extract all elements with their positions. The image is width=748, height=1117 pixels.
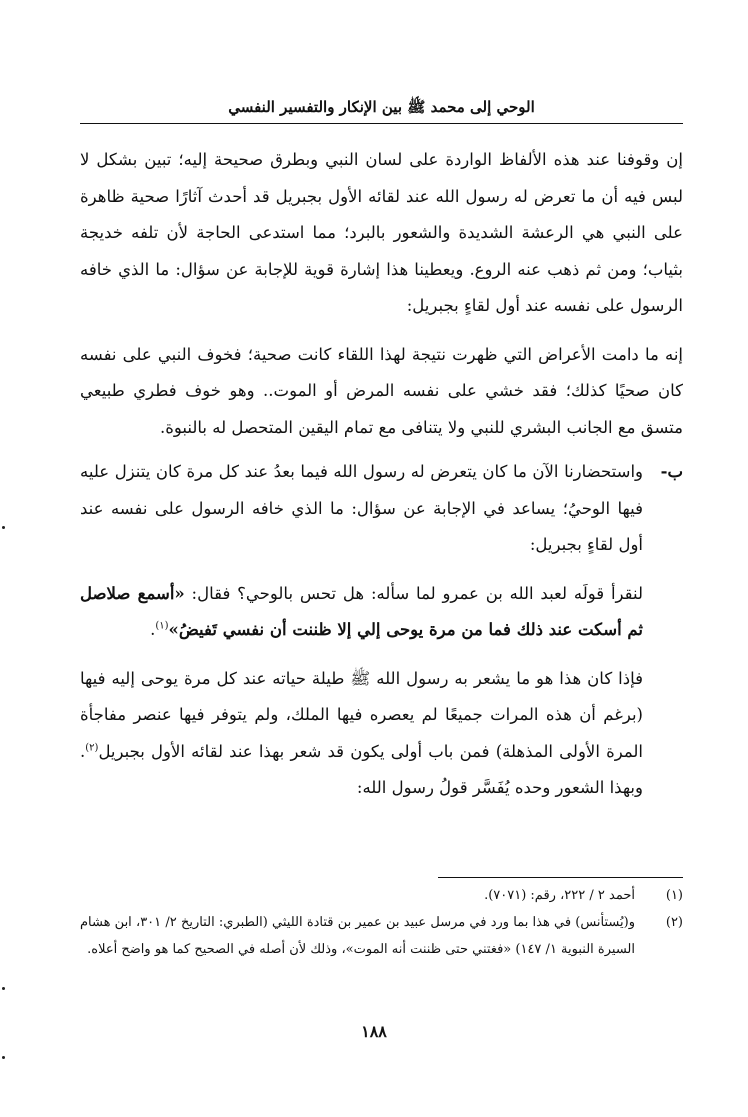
footnote-ref-1[interactable]: (١) [155,620,169,632]
footnote-rule [438,877,683,878]
page-number: ١٨٨ [361,1022,387,1041]
quote-intro: لنقرأ قولَه لعبد الله بن عمرو لما سأله: هل تحس بالوحي؟ فقال: [184,583,643,603]
closing-text: فإذا كان هذا هو ما يشعر به رسول الله ﷺ طيلة حياته عند كل مرة يوحى إليه فيها (برغم أن هذه المرات جميعًا لم يعصره فيها الملك، ولم يتوفر فيها عنصر مفاجأة المرة الأولى المذهلة) فمن باب أولى يكون قد شعر بهذا عند لقائه الأول بجبريل [80,668,643,761]
quote-end: . [150,620,156,639]
closing-after: . وبهذا الشعور وحده يُفَسَّر قولُ رسول الله: [80,741,643,797]
running-header: الوحي إلى محمد ﷺ بين الإنكار والتفسير النفسي [228,98,535,116]
scan-speck [2,526,5,529]
footnote-text: أحمد ٢ / ٢٢٢، رقم: (٧٠٧١). [484,888,635,903]
quote-paragraph [80,576,643,649]
hadith-quote: «أسمع صلاصل ثم أسكت عند ذلك فما من مرة يوحى إلي إلا ظننت أن نفسي تَفيضُ» [80,583,643,639]
footnote-text: و(يُستأنس) في هذا بما ورد في مرسل عبيد بن عمير بن قتادة الليثي (الطبري: التاريخ ٢/ ٣٠١، ابن هشام السيرة النبوية ١/ ١٤٧) «فغتني حتى ظننت أنه الموت»، وذلك لأن أصله في الصحيح كما هو واضح أعلاه. [80,915,635,957]
list-item-b-text: واستحضارنا الآن ما كان يتعرض له رسول الله فيما بعدُ عند كل مرة كان يتنزل عليه فيها الوحيُ؛ يساعد في الإجابة عن سؤال: ما الذي خافه الرسول على نفسه عند أول لقاءٍ بجبريل: [80,462,643,554]
list-item-b-body [80,454,643,807]
footnote-number: (٢) [665,915,683,930]
footnote-ref-2[interactable]: (٢) [85,742,99,753]
main-text [80,142,683,807]
scan-speck [2,987,5,990]
header-rule [80,123,683,124]
list-marker-b: ب- [660,462,683,481]
paragraph-2: إنه ما دامت الأعراض التي ظهرت نتيجة لهذا اللقاء كانت صحية؛ فخوف النبي على نفسه كان صحيًا كذلك؛ فقد خشي على نفسه المرض أو الموت.. وهو خوف فطري طبيعي متسق مع الجانب البشري للنبي ولا يتنافى مع تمام اليقين المتحصل له بالنبوة. [80,344,683,437]
footnote-number: (١) [665,888,683,903]
scan-speck [2,1056,5,1059]
footnote-2 [80,909,683,963]
list-item-b [80,454,683,807]
footnotes [80,882,683,963]
closing-paragraph [80,661,643,807]
footnote-1 [80,882,683,909]
paragraph-1: إن وقوفنا عند هذه الألفاظ الواردة على لسان النبي وبطرق صحيحة إليه؛ تبين بشكل لا لبس فيه أن ما تعرض له رسول الله عند لقائه الأول بجبريل قد أحدث آثارًا صحية ظاهرة على النبي هي الرعشة الشديدة والشعور بالبرد؛ مما استدعى الحاجة لأن تلفه خديجة بثياب؛ ومن ثم ذهب عنه الروع. ويعطينا هذا إشارة قوية للإجابة عن سؤال: ما الذي خافه الرسول على نفسه عند أول لقاءٍ بجبريل: [80,150,683,315]
